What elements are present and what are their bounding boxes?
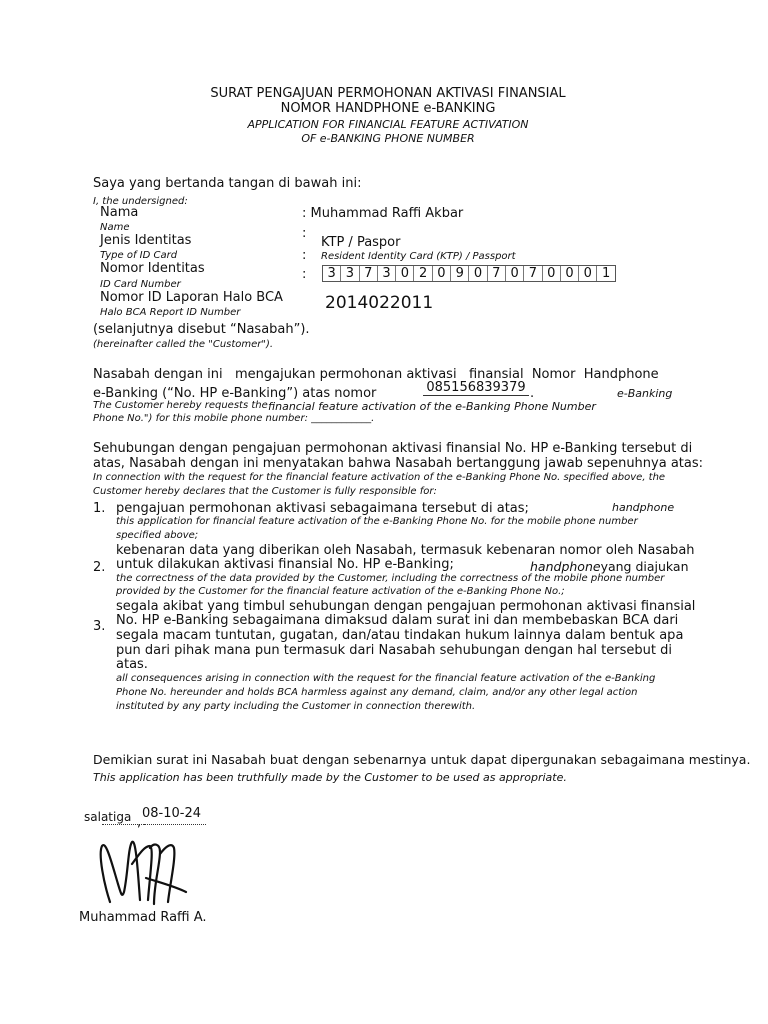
id-digit-box: 7 (524, 266, 542, 281)
item-2-en1: the correctness of the data provided by the Customer, including the correctness of the mobile phone number (116, 573, 665, 584)
place-date-comma: , (137, 815, 142, 830)
connection-line1: Sehubungan dengan pengajuan permohonan aktivasi finansial No. HP e-Banking tersebut di (93, 441, 693, 456)
title-line1: SURAT PENGAJUAN PERMOHONAN AKTIVASI FINANSIAL (210, 86, 566, 101)
item-3-en2: Phone No. hereunder and holds BCA harmless against any demand, claim, and/or any other legal action (116, 687, 638, 698)
request-line2: e-Banking (“No. HP e-Banking”) atas nomor (93, 386, 377, 401)
date-dotted-line (144, 824, 206, 825)
item-2-text2: untuk dilakukan aktivasi finansial No. HP e-Banking; (116, 557, 454, 572)
item-1-handphone: handphone (612, 501, 675, 514)
id-digit-box: 7 (360, 266, 378, 281)
subtitle-line2: OF e-BANKING PHONE NUMBER (301, 132, 475, 145)
connection-en2: Customer hereby declares that the Customer is fully responsible for: (93, 486, 437, 497)
id-digit-box: 0 (396, 266, 414, 281)
item-3-number: 3. (93, 619, 106, 634)
field-nama-value (302, 206, 463, 221)
item-1-en1: this application for financial feature activation of the e-Banking Phone No. for the mobile phone number (116, 516, 638, 527)
id-digit-box: 3 (341, 266, 359, 281)
item-1-number: 1. (93, 501, 106, 516)
item-3-text3: segala macam tuntutan, gugatan, dan/atau tindakan hukum lainnya dalam bentuk apa (116, 628, 684, 643)
request-line1: Nasabah dengan ini mengajukan permohonan aktivasi finansial Nomor Handphone (93, 367, 659, 382)
request-en-line2: Phone No.") for this mobile phone number: ____________. (93, 413, 375, 424)
item-2-en2: provided by the Customer for the financial feature activation of the e-Banking Phone No.; (116, 586, 565, 597)
item-3-en3: instituted by any party including the Customer in connection therewith. (116, 701, 476, 712)
place-value: salatiga (84, 810, 132, 824)
intro-text-en: I, the undersigned: (93, 196, 188, 207)
item-2-yang: yang diajukan (600, 559, 689, 574)
item-3-text2: No. HP e-Banking sebagaimana dimaksud dalam surat ini dan membebaskan BCA dari (116, 613, 679, 628)
field-halo-value: 2014022011 (325, 293, 434, 313)
request-ebanking-en: e-Banking (617, 387, 673, 400)
id-digit-box: 0 (433, 266, 451, 281)
item-1-text: pengajuan permohonan aktivasi sebagaimana tersebut di atas; (116, 501, 529, 516)
id-digit-box: 9 (451, 266, 469, 281)
request-period: . (530, 386, 535, 401)
signature-name: Muhammad Raffi A. (79, 910, 207, 925)
item-3-en1: all consequences arising in connection with the request for the financial feature activation of the e-Banking (116, 673, 656, 684)
field-jenis-colon-2: : (302, 248, 307, 263)
field-nama-text: Muhammad Raffi Akbar (310, 206, 464, 221)
title-line2: NOMOR HANDPHONE e-BANKING (280, 101, 496, 116)
id-digit-box: 3 (378, 266, 396, 281)
field-jenis-colon-1: : (302, 226, 307, 241)
item-1-en2: specified above; (116, 530, 199, 541)
id-digit-box: 1 (601, 266, 611, 281)
id-digit-box: 2 (414, 266, 432, 281)
id-digit-box: 0 (543, 266, 561, 281)
item-3-text5: atas. (116, 657, 148, 672)
item-3-text4: pun dari pihak mana pun termasuk dari Nasabah sehubungan dengan hal tersebut di (116, 643, 672, 658)
item-2-handphone-group (530, 559, 689, 574)
field-jenis-value: KTP / Paspor (321, 235, 401, 250)
field-nomor-colon: : (302, 267, 307, 282)
field-nama-label: Nama (100, 205, 139, 220)
field-jenis-label: Jenis Identitas (100, 233, 192, 248)
request-en-line1b: financial feature activation of the e-Banking Phone Number (268, 400, 596, 413)
id-digit-box: 0 (561, 266, 579, 281)
closing-text-en: This application has been truthfully made by the Customer to be used as appropriate. (93, 771, 567, 784)
item-2-number: 2. (93, 560, 106, 575)
id-digit-box: 0 (506, 266, 524, 281)
id-number-boxes (322, 265, 616, 282)
connection-en1: In connection with the request for the financial feature activation of the e-Banking Phone No. specified above, the (93, 472, 666, 483)
field-jenis-label-en: Type of ID Card (100, 250, 178, 261)
closing-text: Demikian surat ini Nasabah buat dengan sebenarnya untuk dapat dipergunakan sebagaimana mestinya. (93, 752, 751, 767)
request-phone-number: 085156839379 (423, 380, 529, 396)
connection-line2: atas, Nasabah dengan ini menyatakan bahwa Nasabah bertanggung jawab sepenuhnya atas: (93, 456, 704, 471)
place (84, 810, 134, 824)
intro-text: Saya yang bertanda tangan di bawah ini: (93, 176, 362, 191)
id-digit-box: 3 (323, 266, 341, 281)
field-nomor-label: Nomor Identitas (100, 261, 205, 276)
id-digit-box: 0 (579, 266, 597, 281)
field-nama-colon: : (302, 206, 311, 221)
field-halo-label-en: Halo BCA Report ID Number (100, 307, 241, 318)
field-halo-label: Nomor ID Laporan Halo BCA (100, 290, 283, 305)
item-2-text1: kebenaran data yang diberikan oleh Nasabah, termasuk kebenaran nomor oleh Nasabah (116, 543, 695, 558)
field-nomor-label-en: ID Card Number (100, 279, 181, 290)
id-digit-box: 0 (469, 266, 487, 281)
customer-note: (selanjutnya disebut “Nasabah”). (93, 322, 310, 337)
subtitle-line1: APPLICATION FOR FINANCIAL FEATURE ACTIVATION (247, 118, 529, 131)
request-en-line1a: The Customer hereby requests the (93, 400, 268, 411)
field-jenis-value-en: Resident Identity Card (KTP) / Passport (321, 251, 516, 262)
date-value: 08-10-24 (142, 806, 202, 821)
signature-graphic (88, 834, 192, 906)
customer-note-en: (hereinafter called the "Customer"). (93, 339, 274, 350)
item-2-handphone: handphone (530, 559, 601, 574)
field-nama-label-en: Name (100, 222, 130, 233)
item-3-text1: segala akibat yang timbul sehubungan dengan pengajuan permohonan aktivasi finansial (116, 599, 696, 614)
id-digit-box: 7 (488, 266, 506, 281)
